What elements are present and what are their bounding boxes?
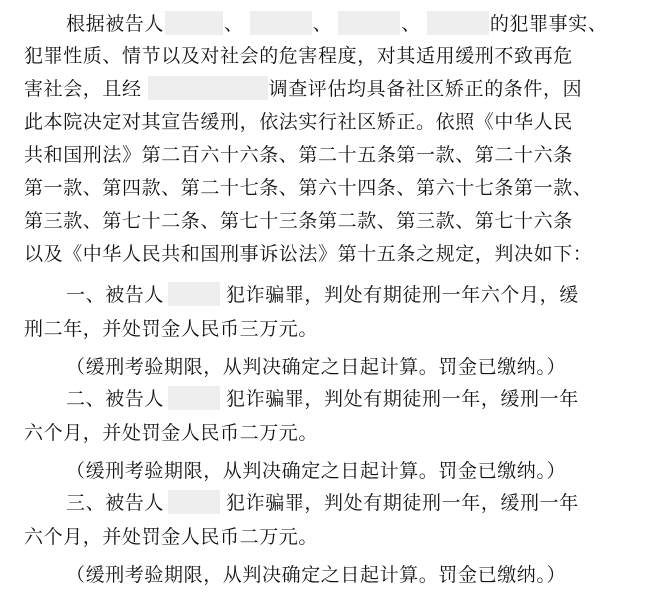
redacted-name <box>168 282 220 306</box>
verdict-1-note: （缓刑考验期限，从判决确定之日起计算。罚金已缴纳。） <box>66 356 567 378</box>
redacted-name <box>427 11 489 35</box>
paragraph-line-7: 第三款、第七十二条、第七十三条第二款、第三款、第七十六条 <box>24 210 573 232</box>
text-segment: 犯诈骗罪，判处有期徒刑一年六个月，缓 <box>226 284 579 306</box>
verdict-3-note: （缓刑考验期限，从判决确定之日起计算。罚金已缴纳。） <box>66 564 567 586</box>
paragraph-line-2: 犯罪性质、情节以及对社会的危害程度，对其适用缓刑不致再危 <box>24 45 573 67</box>
redacted-agency <box>148 76 268 100</box>
text-segment: 的犯罪事实、 <box>489 13 608 35</box>
text-segment: 三、被告人 <box>66 492 165 514</box>
text-segment: 害社会，且经 <box>24 78 142 100</box>
text-segment: 根据被告人 <box>66 13 165 35</box>
text-segment: 调查评估均具备社区矫正的条件，因 <box>268 78 583 100</box>
text-segment: 、 <box>224 13 244 35</box>
paragraph-line-8: 以及《中华人民共和国刑事诉讼法》第十五条之规定，判决如下： <box>24 243 593 265</box>
redacted-name <box>338 11 400 35</box>
verdict-1-line-2: 刑二年，并处罚金人民币三万元。 <box>24 318 319 340</box>
verdict-1-line-1 <box>66 281 579 309</box>
text-segment: 犯诈骗罪，判处有期徒刑一年，缓刑一年 <box>226 492 579 514</box>
text-segment: 、 <box>401 13 421 35</box>
paragraph-line-1 <box>66 10 607 38</box>
redacted-name <box>168 490 220 514</box>
text-segment: 二、被告人 <box>66 388 165 410</box>
paragraph-line-6: 第一款、第四款、第二十七条、第六十四条、第六十七条第一款、 <box>24 177 593 199</box>
redacted-name <box>250 11 312 35</box>
verdict-3-line-1 <box>66 489 579 517</box>
text-segment: 一、被告人 <box>66 284 165 306</box>
redacted-name <box>165 11 223 35</box>
verdict-2-note: （缓刑考验期限，从判决确定之日起计算。罚金已缴纳。） <box>66 460 567 482</box>
text-segment: 犯诈骗罪，判处有期徒刑一年，缓刑一年 <box>226 388 579 410</box>
paragraph-line-3 <box>24 75 582 103</box>
paragraph-line-5: 共和国刑法》第二百六十六条、第二十五条第一款、第二十六条 <box>24 144 573 166</box>
verdict-3-line-2: 六个月，并处罚金人民币二万元。 <box>24 526 319 548</box>
verdict-2-line-2: 六个月，并处罚金人民币二万元。 <box>24 422 319 444</box>
verdict-2-line-1 <box>66 385 579 413</box>
redacted-name <box>168 386 220 410</box>
text-segment: 、 <box>312 13 333 35</box>
paragraph-line-4: 此本院决定对其宣告缓刑，依法实行社区矫正。依照《中华人民 <box>24 111 573 133</box>
